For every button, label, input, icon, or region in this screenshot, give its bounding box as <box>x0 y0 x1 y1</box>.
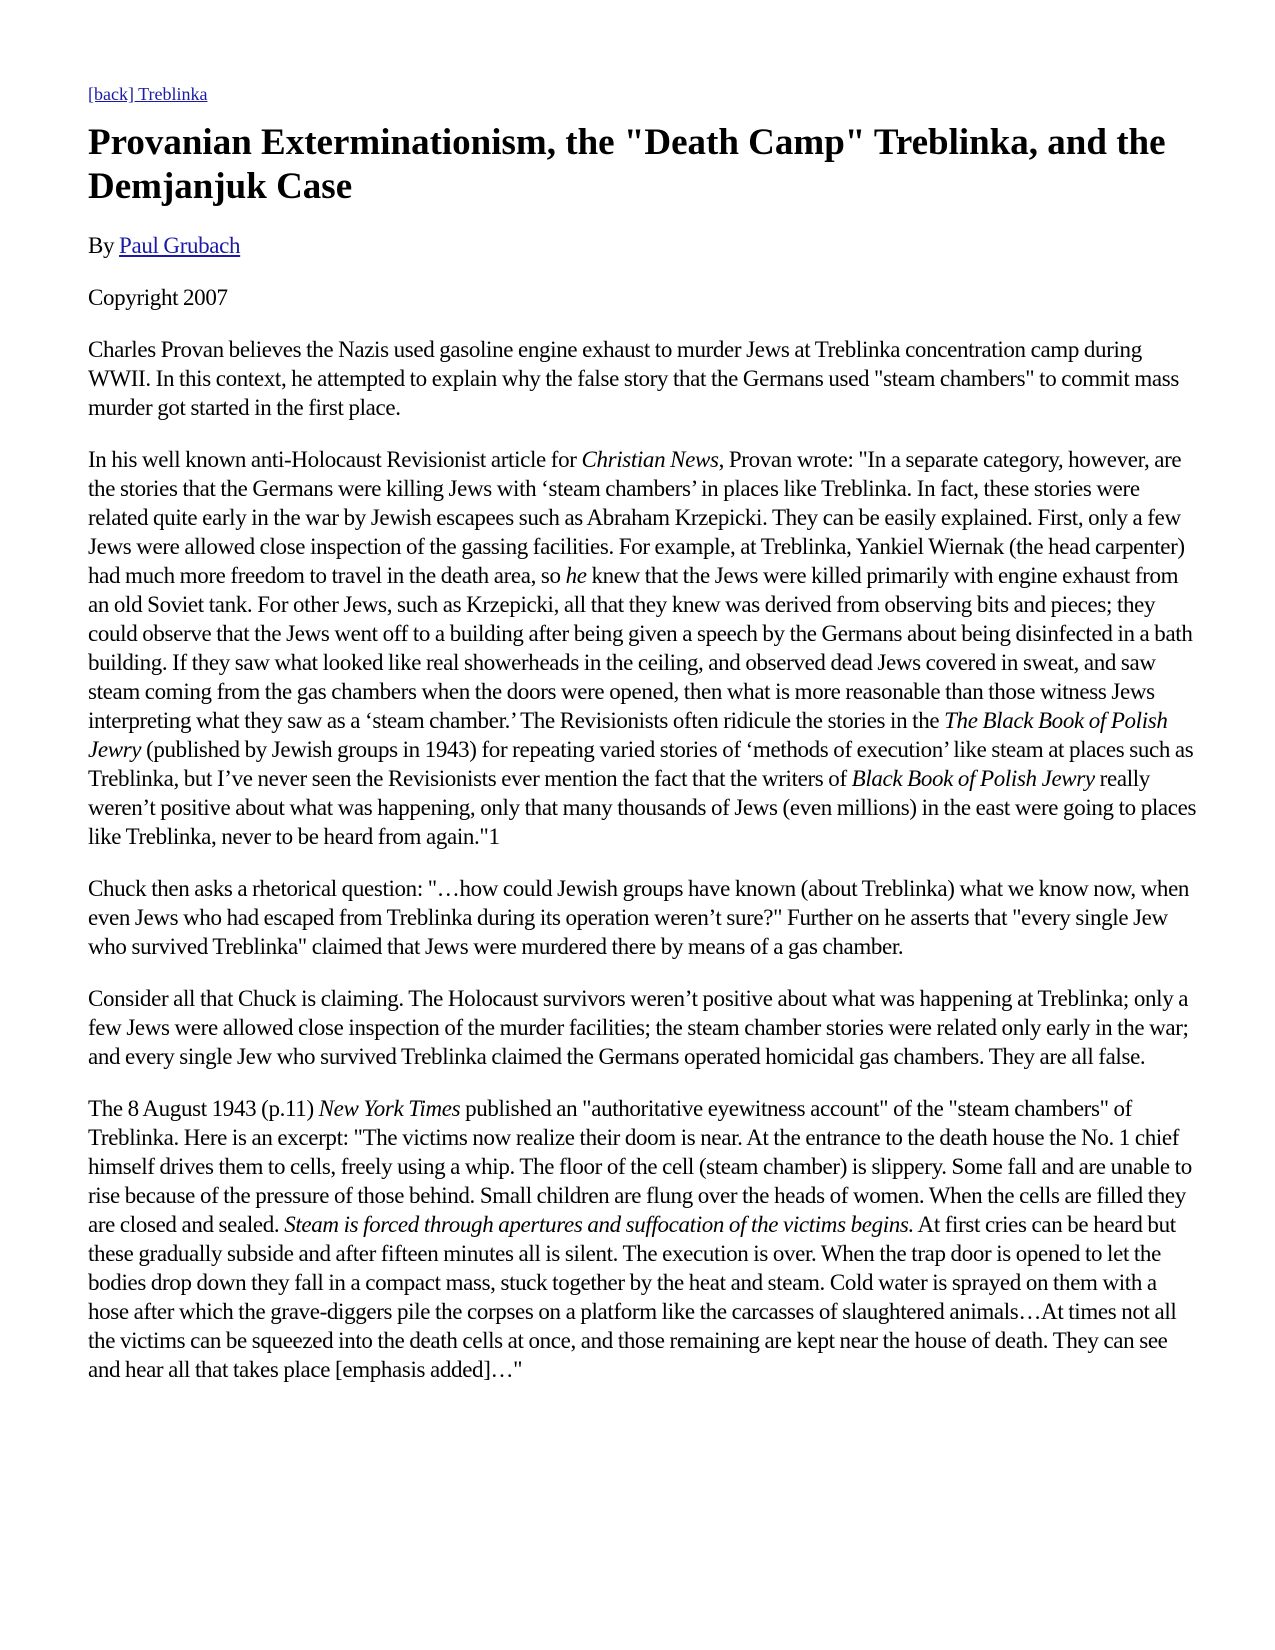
byline <box>88 231 1200 260</box>
p5-text-1: The 8 August 1943 (p.11) <box>88 1096 319 1121</box>
paragraph-5 <box>88 1094 1200 1384</box>
paragraph-2 <box>88 445 1200 851</box>
p2-text-5: really weren’t positive about what was happening, only that many thousands of Jews (even millions) in the east were going to places like Treblinka, never to be heard from again."1 <box>88 766 1197 849</box>
byline-prefix: By <box>88 233 120 258</box>
p5-text-2: published an "authoritative eyewitness account" of the "steam chambers" of Treblinka. Here is an excerpt: "The victims now realize their doom is near. At the entrance to the death house the No. 1 chief himself drives them to cells, freely using a whip. The floor of the cell (steam chamber) is slippery. Some fall and are unable to rise because of the pressure of those behind. Small children are flung over the heads of women. When the cells are filled they are closed and sealed. <box>88 1096 1192 1237</box>
back-link[interactable]: [back] Treblinka <box>88 84 208 104</box>
p2-text-1: In his well known anti-Holocaust Revisionist article for <box>88 447 582 472</box>
p2-italic-black-book-1: The Black Book of Polish Jewry <box>88 708 1168 762</box>
paragraph-3: Chuck then asks a rhetorical question: "…how could Jewish groups have known (about Treblinka) what we know now, when even Jews who had escaped from Treblinka during its operation weren’t sure?" Further on he asserts that "every single Jew who survived Treblinka" claimed that Jews were murdered there by means of a gas chamber. <box>88 876 1190 959</box>
p2-text-3: knew that the Jews were killed primarily with engine exhaust from an old Soviet tank. For other Jews, such as Krzepicki, all that they knew was derived from observing bits and pieces; they could observe that the Jews went off to a building after being given a speech by the Germans about being disinfected in a bath building. If they saw what looked like real showerheads in the ceiling, and observed dead Jews covered in sweat, and saw steam coming from the gas chambers when the doors were opened, then what is more reasonable than those witness Jews interpreting what they saw as a ‘steam chamber.’ The Revisionists often ridicule the stories in the <box>88 563 1193 733</box>
p2-italic-christian-news: Christian News <box>581 447 719 472</box>
p2-text-2: , Provan wrote: "In a separate category, however, are the stories that the Germans were killing Jews with ‘steam chambers’ in places like Treblinka. In fact, these stories were related quite early in the war by Jewish escapees such as Abraham Krzepicki. They can be easily explained. First, only a few Jews were allowed close inspection of the gassing facilities. For example, at Treblinka, Yankiel Wiernak (the head carpenter) had much more freedom to travel in the death area, so <box>88 447 1185 588</box>
document-page <box>88 84 1200 1407</box>
page-title: Provanian Exterminationism, the "Death Camp" Treblinka, and the Demjanjuk Case <box>88 122 1166 207</box>
p2-italic-black-book-2: Black Book of Polish Jewry <box>851 766 1095 791</box>
paragraph-4: Consider all that Chuck is claiming. The Holocaust survivors weren’t positive about what was happening at Treblinka; only a few Jews were allowed close inspection of the murder facilities; the steam chamber stories were related only early in the war; and every single Jew who survived Treblinka claimed the Germans operated homicidal gas chambers. They are all false. <box>88 986 1189 1069</box>
paragraph-1: Charles Provan believes the Nazis used gasoline engine exhaust to murder Jews at Treblinka concentration camp during WWII. In this context, he attempted to explain why the false story that the Germans used "steam chambers" to commit mass murder got started in the first place. <box>88 337 1179 420</box>
author-link[interactable]: Paul Grubach <box>119 233 241 258</box>
p5-text-3: At first cries can be heard but these gradually subside and after fifteen minutes all is silent. The execution is over. When the trap door is opened to let the bodies drop down they fall in a compact mass, stuck together by the heat and steam. Cold water is sprayed on them with a hose after which the grave-diggers pile the corpses on a platform like the carcasses of slaughtered animals…At times not all the victims can be squeezed into the death cells at once, and those remaining are kept near the house of death. They can see and hear all that takes place [emphasis added]…" <box>88 1212 1177 1382</box>
p5-italic-nyt: New York Times <box>318 1096 461 1121</box>
copyright-notice: Copyright 2007 <box>88 285 228 310</box>
p2-text-4: (published by Jewish groups in 1943) for repeating varied stories of ‘methods of execution’ like steam at places such as Treblinka, but I’ve never seen the Revisionists ever mention the fact that the writers of <box>88 737 1194 791</box>
p5-italic-emphasis: Steam is forced through apertures and suffocation of the victims begins. <box>284 1212 914 1237</box>
p2-italic-he: he <box>565 563 587 588</box>
